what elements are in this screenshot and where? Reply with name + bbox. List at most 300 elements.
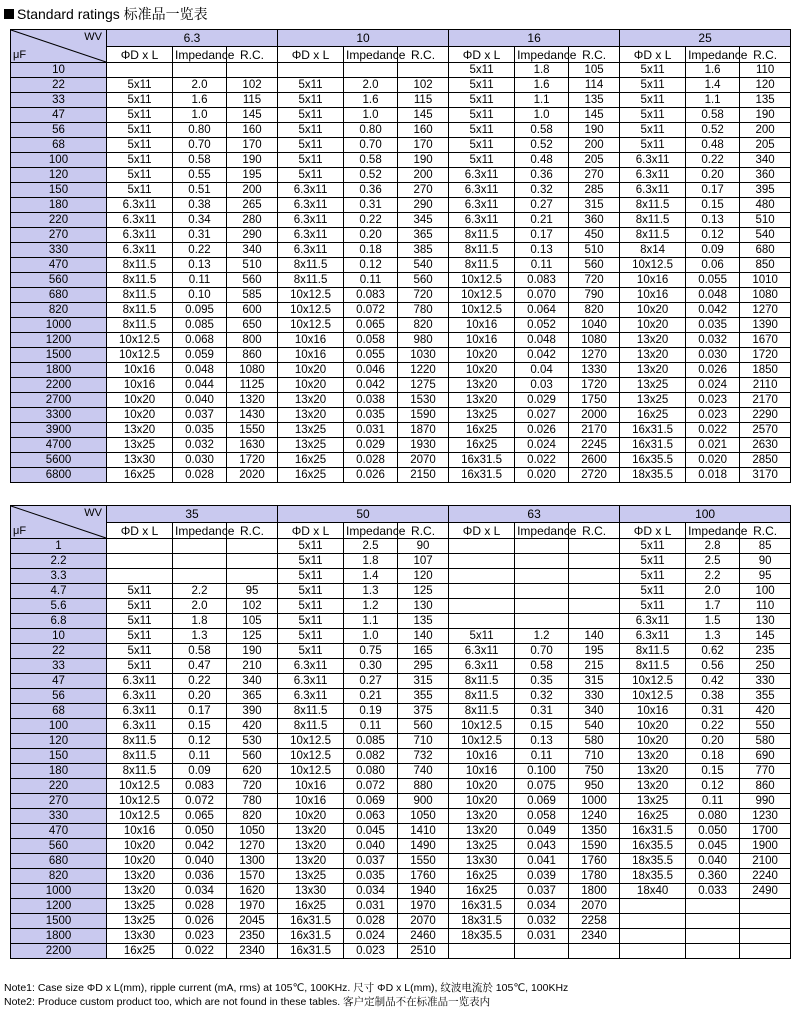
case-size-cell: 13x20 <box>620 363 686 378</box>
ripple-current-cell: 130 <box>740 614 791 629</box>
ripple-current-cell: 330 <box>569 689 620 704</box>
ripple-current-cell: 3170 <box>740 468 791 483</box>
case-size-cell: 5x11 <box>278 138 344 153</box>
case-size-cell: 8x11.5 <box>278 273 344 288</box>
case-size-cell: 8x11.5 <box>278 719 344 734</box>
case-size-cell <box>449 599 515 614</box>
case-size-cell: 8x11.5 <box>620 644 686 659</box>
ripple-current-cell: 190 <box>227 153 278 168</box>
wv-uf-corner-cell <box>11 506 107 539</box>
table-row <box>11 809 791 824</box>
impedance-cell: 0.048 <box>515 333 569 348</box>
impedance-cell: 0.045 <box>686 839 740 854</box>
ripple-current-cell: 600 <box>227 303 278 318</box>
case-size-cell: 13x25 <box>278 423 344 438</box>
impedance-cell: 0.034 <box>515 899 569 914</box>
ripple-current-cell: 560 <box>227 749 278 764</box>
case-size-cell: 8x14 <box>620 243 686 258</box>
impedance-cell: 0.063 <box>344 809 398 824</box>
ripple-current-cell <box>398 63 449 78</box>
ripple-current-cell: 140 <box>398 629 449 644</box>
case-size-cell: 5x11 <box>278 153 344 168</box>
impedance-cell: 0.22 <box>173 674 227 689</box>
ripple-current-cell: 2150 <box>398 468 449 483</box>
ripple-current-cell: 680 <box>740 243 791 258</box>
case-size-cell: 5x11 <box>107 644 173 659</box>
voltage-header-row <box>11 30 791 47</box>
impedance-cell: 0.032 <box>173 438 227 453</box>
case-size-cell: 6.3x11 <box>278 674 344 689</box>
case-size-cell: 16x31.5 <box>620 824 686 839</box>
impedance-cell: 0.13 <box>515 734 569 749</box>
col-header-dxl: ΦD x L <box>449 47 515 63</box>
impedance-cell: 0.055 <box>686 273 740 288</box>
case-size-cell: 10x16 <box>278 348 344 363</box>
ripple-current-cell: 145 <box>227 108 278 123</box>
table-row <box>11 869 791 884</box>
impedance-cell: 0.70 <box>344 138 398 153</box>
capacitance-cell: 820 <box>11 303 107 318</box>
case-size-cell <box>449 584 515 599</box>
capacitance-cell: 3.3 <box>11 569 107 584</box>
impedance-cell: 0.029 <box>344 438 398 453</box>
case-size-cell: 5x11 <box>278 584 344 599</box>
case-size-cell: 5x11 <box>278 78 344 93</box>
ripple-current-cell: 285 <box>569 183 620 198</box>
case-size-cell: 8x11.5 <box>449 689 515 704</box>
case-size-cell: 5x11 <box>620 108 686 123</box>
impedance-cell: 0.034 <box>344 884 398 899</box>
case-size-cell: 10x12.5 <box>278 764 344 779</box>
ripple-current-cell: 480 <box>740 198 791 213</box>
ripple-current-cell: 800 <box>227 333 278 348</box>
wv-label: WV <box>84 507 102 519</box>
impedance-cell: 0.020 <box>515 468 569 483</box>
case-size-cell: 8x11.5 <box>107 288 173 303</box>
impedance-cell: 0.22 <box>173 243 227 258</box>
impedance-cell: 0.022 <box>173 944 227 959</box>
col-header-dxl: ΦD x L <box>620 47 686 63</box>
ripple-current-cell: 950 <box>569 779 620 794</box>
case-size-cell: 16x25 <box>278 899 344 914</box>
case-size-cell: 8x11.5 <box>107 734 173 749</box>
impedance-cell: 0.080 <box>344 764 398 779</box>
case-size-cell: 5x11 <box>107 183 173 198</box>
impedance-cell: 0.47 <box>173 659 227 674</box>
impedance-cell: 0.13 <box>686 213 740 228</box>
ripple-current-cell <box>740 944 791 959</box>
col-header-dxl: ΦD x L <box>107 47 173 63</box>
voltage-header: 16 <box>449 30 620 47</box>
case-size-cell: 6.3x11 <box>278 183 344 198</box>
case-size-cell: 6.3x11 <box>620 153 686 168</box>
ripple-current-cell: 1970 <box>398 899 449 914</box>
col-header-impedance: Impedance <box>173 523 227 539</box>
capacitance-cell: 1500 <box>11 348 107 363</box>
impedance-cell: 0.32 <box>515 689 569 704</box>
case-size-cell: 5x11 <box>449 93 515 108</box>
case-size-cell: 8x11.5 <box>107 318 173 333</box>
table-row <box>11 153 791 168</box>
impedance-cell <box>515 569 569 584</box>
ripple-current-cell: 990 <box>740 794 791 809</box>
case-size-cell: 13x25 <box>620 393 686 408</box>
ripple-current-cell: 1080 <box>569 333 620 348</box>
ripple-current-cell: 2110 <box>740 378 791 393</box>
case-size-cell: 10x16 <box>107 378 173 393</box>
case-size-cell: 16x31.5 <box>278 944 344 959</box>
case-size-cell: 5x11 <box>620 539 686 554</box>
impedance-cell <box>173 554 227 569</box>
ripple-current-cell: 740 <box>398 764 449 779</box>
case-size-cell: 5x11 <box>107 659 173 674</box>
case-size-cell <box>620 899 686 914</box>
ripple-current-cell: 395 <box>740 183 791 198</box>
impedance-cell: 1.6 <box>686 63 740 78</box>
impedance-cell: 0.32 <box>515 183 569 198</box>
ripple-current-cell: 1490 <box>398 839 449 854</box>
impedance-cell: 0.34 <box>173 213 227 228</box>
impedance-cell: 0.045 <box>344 824 398 839</box>
impedance-cell: 0.030 <box>173 453 227 468</box>
impedance-cell: 1.3 <box>686 629 740 644</box>
case-size-cell: 10x16 <box>449 318 515 333</box>
impedance-cell: 0.040 <box>686 854 740 869</box>
case-size-cell: 10x12.5 <box>107 809 173 824</box>
impedance-cell: 0.30 <box>344 659 398 674</box>
case-size-cell: 10x12.5 <box>278 303 344 318</box>
ripple-current-cell: 1010 <box>740 273 791 288</box>
impedance-cell: 0.15 <box>686 764 740 779</box>
impedance-cell: 1.2 <box>515 629 569 644</box>
impedance-cell: 0.068 <box>173 333 227 348</box>
capacitance-cell: 4700 <box>11 438 107 453</box>
ripple-current-cell: 95 <box>740 569 791 584</box>
impedance-cell: 0.058 <box>515 809 569 824</box>
capacitance-cell: 680 <box>11 288 107 303</box>
ripple-current-cell: 1240 <box>569 809 620 824</box>
impedance-cell <box>686 929 740 944</box>
ripple-current-cell: 2600 <box>569 453 620 468</box>
impedance-cell: 2.0 <box>173 599 227 614</box>
case-size-cell: 16x25 <box>620 809 686 824</box>
impedance-cell: 0.31 <box>515 704 569 719</box>
ripple-current-cell: 110 <box>740 599 791 614</box>
impedance-cell: 0.026 <box>173 914 227 929</box>
impedance-cell: 0.028 <box>344 914 398 929</box>
impedance-cell: 0.48 <box>686 138 740 153</box>
ripple-current-cell: 145 <box>569 108 620 123</box>
ripple-current-cell: 340 <box>227 674 278 689</box>
case-size-cell: 10x12.5 <box>449 288 515 303</box>
ripple-current-cell: 115 <box>398 93 449 108</box>
case-size-cell: 6.3x11 <box>278 689 344 704</box>
case-size-cell: 10x20 <box>107 408 173 423</box>
impedance-cell: 0.11 <box>173 273 227 288</box>
ripple-current-cell: 2340 <box>227 944 278 959</box>
case-size-cell: 5x11 <box>449 78 515 93</box>
voltage-header: 100 <box>620 506 791 523</box>
impedance-cell: 0.022 <box>515 453 569 468</box>
ripple-current-cell: 90 <box>398 539 449 554</box>
impedance-cell: 1.3 <box>344 584 398 599</box>
ripple-current-cell: 355 <box>398 689 449 704</box>
ripple-current-cell: 1720 <box>569 378 620 393</box>
table-row <box>11 213 791 228</box>
ripple-current-cell: 1350 <box>569 824 620 839</box>
table-row <box>11 584 791 599</box>
ripple-current-cell: 200 <box>227 183 278 198</box>
case-size-cell: 8x11.5 <box>278 258 344 273</box>
impedance-cell: 0.15 <box>686 198 740 213</box>
case-size-cell: 13x20 <box>620 749 686 764</box>
impedance-cell: 0.028 <box>344 453 398 468</box>
impedance-cell: 0.21 <box>515 213 569 228</box>
impedance-cell: 0.38 <box>173 198 227 213</box>
ripple-current-cell: 1970 <box>227 899 278 914</box>
ripple-current-cell: 1220 <box>398 363 449 378</box>
impedance-cell: 0.083 <box>344 288 398 303</box>
case-size-cell: 16x25 <box>449 423 515 438</box>
impedance-cell: 0.036 <box>173 869 227 884</box>
ripple-current-cell: 1125 <box>227 378 278 393</box>
case-size-cell: 10x12.5 <box>449 734 515 749</box>
case-size-cell: 5x11 <box>107 153 173 168</box>
ripple-current-cell: 130 <box>398 599 449 614</box>
impedance-cell: 2.2 <box>686 569 740 584</box>
case-size-cell: 6.3x11 <box>449 183 515 198</box>
case-size-cell: 13x20 <box>620 348 686 363</box>
case-size-cell: 5x11 <box>107 614 173 629</box>
ripple-current-cell: 135 <box>398 614 449 629</box>
capacitance-cell: 120 <box>11 734 107 749</box>
impedance-cell: 0.028 <box>173 468 227 483</box>
impedance-cell <box>173 539 227 554</box>
case-size-cell: 6.3x11 <box>107 243 173 258</box>
impedance-cell: 0.072 <box>173 794 227 809</box>
case-size-cell: 13x25 <box>449 839 515 854</box>
case-size-cell: 13x25 <box>107 914 173 929</box>
case-size-cell: 13x25 <box>449 408 515 423</box>
ripple-current-cell: 1780 <box>569 869 620 884</box>
case-size-cell: 10x12.5 <box>278 288 344 303</box>
case-size-cell <box>449 539 515 554</box>
ripple-current-cell: 165 <box>398 644 449 659</box>
capacitance-cell: 33 <box>11 659 107 674</box>
capacitance-cell: 180 <box>11 198 107 213</box>
case-size-cell: 13x20 <box>278 854 344 869</box>
case-size-cell: 5x11 <box>278 123 344 138</box>
ripple-current-cell: 2045 <box>227 914 278 929</box>
ripple-current-cell: 510 <box>227 258 278 273</box>
case-size-cell: 10x12.5 <box>107 794 173 809</box>
capacitance-cell: 1200 <box>11 899 107 914</box>
impedance-cell: 0.072 <box>344 779 398 794</box>
impedance-cell: 0.58 <box>344 153 398 168</box>
col-header-rc: R.C. <box>227 523 278 539</box>
impedance-cell: 0.085 <box>173 318 227 333</box>
ripple-current-cell: 1080 <box>227 363 278 378</box>
ripple-current-cell: 2510 <box>398 944 449 959</box>
impedance-cell: 0.18 <box>344 243 398 258</box>
case-size-cell: 5x11 <box>278 108 344 123</box>
case-size-cell: 5x11 <box>107 123 173 138</box>
case-size-cell: 10x12.5 <box>107 333 173 348</box>
table-row <box>11 914 791 929</box>
table-row <box>11 423 791 438</box>
ripple-current-cell: 560 <box>398 719 449 734</box>
ripple-current-cell: 1940 <box>398 884 449 899</box>
table-row <box>11 318 791 333</box>
impedance-cell: 1.7 <box>686 599 740 614</box>
impedance-cell: 0.026 <box>344 468 398 483</box>
capacitance-cell: 68 <box>11 138 107 153</box>
ripple-current-cell: 265 <box>227 198 278 213</box>
ripple-current-cell: 102 <box>398 78 449 93</box>
impedance-cell: 0.11 <box>515 258 569 273</box>
case-size-cell: 5x11 <box>620 123 686 138</box>
impedance-cell <box>173 63 227 78</box>
ripple-current-cell: 1550 <box>227 423 278 438</box>
ratings-table-low-voltage <box>10 29 791 483</box>
impedance-cell: 0.070 <box>515 288 569 303</box>
ripple-current-cell: 385 <box>398 243 449 258</box>
case-size-cell: 13x20 <box>449 393 515 408</box>
case-size-cell: 8x11.5 <box>107 764 173 779</box>
ripple-current-cell: 550 <box>740 719 791 734</box>
case-size-cell: 6.3x11 <box>107 228 173 243</box>
case-size-cell: 8x11.5 <box>449 674 515 689</box>
impedance-cell: 0.034 <box>173 884 227 899</box>
col-header-dxl: ΦD x L <box>107 523 173 539</box>
impedance-cell: 0.22 <box>686 153 740 168</box>
ripple-current-cell: 1270 <box>569 348 620 363</box>
case-size-cell: 6.3x11 <box>107 674 173 689</box>
table-row <box>11 929 791 944</box>
case-size-cell <box>620 929 686 944</box>
capacitance-cell: 100 <box>11 153 107 168</box>
impedance-cell: 0.023 <box>686 393 740 408</box>
impedance-cell <box>515 539 569 554</box>
case-size-cell: 8x11.5 <box>620 228 686 243</box>
impedance-cell: 0.20 <box>686 734 740 749</box>
case-size-cell: 16x25 <box>278 453 344 468</box>
ripple-current-cell: 1390 <box>740 318 791 333</box>
case-size-cell: 8x11.5 <box>620 659 686 674</box>
case-size-cell: 13x20 <box>107 869 173 884</box>
case-size-cell: 6.3x11 <box>620 183 686 198</box>
impedance-cell: 0.027 <box>515 408 569 423</box>
capacitance-cell: 150 <box>11 183 107 198</box>
impedance-cell: 0.042 <box>515 348 569 363</box>
table-row <box>11 468 791 483</box>
impedance-cell: 0.050 <box>686 824 740 839</box>
case-size-cell: 6.3x11 <box>278 198 344 213</box>
case-size-cell: 5x11 <box>107 138 173 153</box>
ripple-current-cell: 215 <box>569 659 620 674</box>
impedance-cell: 0.065 <box>344 318 398 333</box>
ripple-current-cell: 140 <box>569 629 620 644</box>
case-size-cell: 8x11.5 <box>107 303 173 318</box>
wv-label: WV <box>84 31 102 43</box>
table-row <box>11 719 791 734</box>
case-size-cell: 16x25 <box>449 869 515 884</box>
ripple-current-cell: 1050 <box>398 809 449 824</box>
case-size-cell: 6.3x11 <box>620 168 686 183</box>
ripple-current-cell: 1720 <box>227 453 278 468</box>
ripple-current-cell: 315 <box>569 674 620 689</box>
ripple-current-cell: 190 <box>398 153 449 168</box>
impedance-cell: 0.024 <box>515 438 569 453</box>
impedance-cell: 0.11 <box>173 749 227 764</box>
case-size-cell: 8x11.5 <box>620 213 686 228</box>
case-size-cell: 10x16 <box>449 749 515 764</box>
impedance-cell: 0.085 <box>344 734 398 749</box>
impedance-cell: 0.023 <box>344 944 398 959</box>
impedance-cell: 0.082 <box>344 749 398 764</box>
case-size-cell: 8x11.5 <box>449 258 515 273</box>
ripple-current-cell: 145 <box>740 629 791 644</box>
case-size-cell: 18x35.5 <box>620 468 686 483</box>
capacitance-cell: 330 <box>11 809 107 824</box>
ripple-current-cell: 1700 <box>740 824 791 839</box>
case-size-cell: 10x16 <box>278 794 344 809</box>
ripple-current-cell: 2850 <box>740 453 791 468</box>
capacitance-cell: 680 <box>11 854 107 869</box>
col-header-rc: R.C. <box>398 523 449 539</box>
ripple-current-cell: 1870 <box>398 423 449 438</box>
case-size-cell: 16x35.5 <box>620 453 686 468</box>
case-size-cell: 8x11.5 <box>107 749 173 764</box>
impedance-cell: 1.1 <box>515 93 569 108</box>
ripple-current-cell: 1850 <box>740 363 791 378</box>
impedance-cell: 0.020 <box>686 453 740 468</box>
case-size-cell: 13x25 <box>278 438 344 453</box>
case-size-cell: 10x20 <box>107 839 173 854</box>
impedance-cell: 0.12 <box>686 779 740 794</box>
case-size-cell: 5x11 <box>107 108 173 123</box>
table-row <box>11 599 791 614</box>
ripple-current-cell: 1590 <box>398 408 449 423</box>
table-row <box>11 944 791 959</box>
impedance-cell: 0.083 <box>515 273 569 288</box>
case-size-cell: 10x20 <box>107 854 173 869</box>
impedance-cell: 0.048 <box>173 363 227 378</box>
impedance-cell: 0.15 <box>515 719 569 734</box>
capacitance-cell: 6.8 <box>11 614 107 629</box>
impedance-cell: 0.080 <box>686 809 740 824</box>
ripple-current-cell <box>227 569 278 584</box>
table-row <box>11 453 791 468</box>
ripple-current-cell <box>569 614 620 629</box>
ripple-current-cell <box>740 899 791 914</box>
table-row <box>11 689 791 704</box>
ripple-current-cell: 1670 <box>740 333 791 348</box>
impedance-cell: 0.36 <box>344 183 398 198</box>
capacitance-cell: 270 <box>11 794 107 809</box>
ripple-current-cell: 450 <box>569 228 620 243</box>
ripple-current-cell: 205 <box>740 138 791 153</box>
table-row <box>11 438 791 453</box>
ripple-current-cell: 2340 <box>569 929 620 944</box>
table-row <box>11 228 791 243</box>
ripple-current-cell: 1330 <box>569 363 620 378</box>
impedance-cell: 0.064 <box>515 303 569 318</box>
impedance-cell: 0.22 <box>344 213 398 228</box>
impedance-cell: 0.12 <box>173 734 227 749</box>
ripple-current-cell: 690 <box>740 749 791 764</box>
ripple-current-cell: 790 <box>569 288 620 303</box>
